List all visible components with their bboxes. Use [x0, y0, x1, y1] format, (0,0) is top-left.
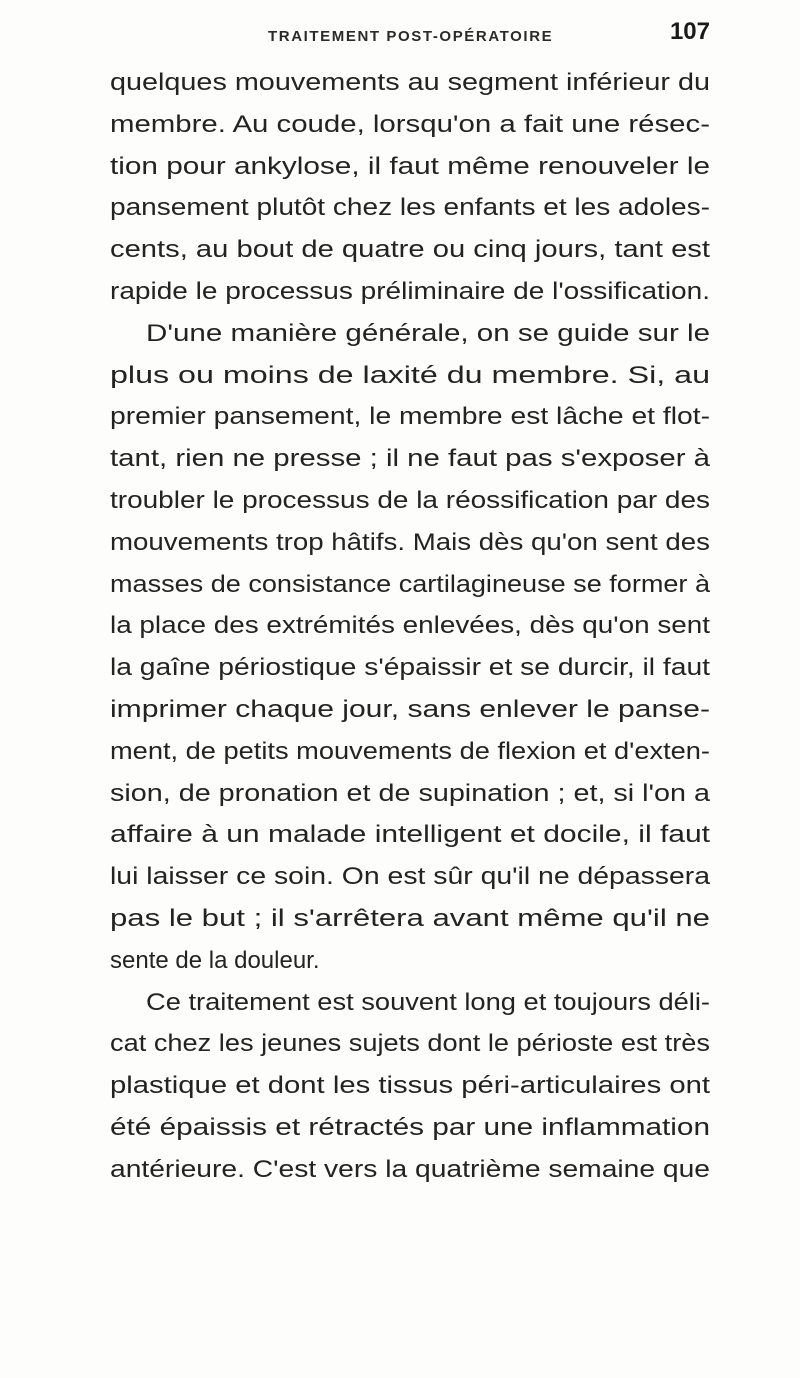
- text-line: membre. Au coude, lorsqu'on a fait une résec-: [110, 110, 710, 138]
- running-head: TRAITEMENT POST-OPÉRATOIRE: [268, 28, 554, 45]
- text-line: plastique et dont les tissus péri-articulaires ont: [110, 1072, 710, 1100]
- page-number: 107: [669, 18, 710, 45]
- text-line: imprimer chaque jour, sans enlever le panse-: [110, 695, 710, 723]
- text-line: tant, rien ne presse ; il ne faut pas s'exposer à: [110, 445, 710, 473]
- text-line: plus ou moins de laxité du membre. Si, au: [110, 361, 710, 389]
- text-line: pansement plutôt chez les enfants et les adoles-: [110, 194, 710, 222]
- text-line: lui laisser ce soin. On est sûr qu'il ne dépassera: [110, 863, 710, 891]
- text-line: mouvements trop hâtifs. Mais dès qu'on sent des: [110, 528, 710, 556]
- text-line: antérieure. C'est vers la quatrième semaine que: [110, 1155, 710, 1183]
- text-line: cents, au bout de quatre ou cinq jours, tant est: [110, 236, 710, 264]
- text-line: la place des extrémités enlevées, dès qu'on sent: [110, 612, 710, 640]
- text-line: affaire à un malade intelligent et docile, il faut: [110, 821, 710, 849]
- text-line: quelques mouvements au segment inférieur du: [110, 69, 710, 96]
- text-line: masses de consistance cartilagineuse se former à: [110, 570, 710, 598]
- text-line: troubler le processus de la réossification par des: [110, 486, 710, 514]
- body-text: [110, 62, 710, 1191]
- page-header: [230, 18, 710, 58]
- text-line: rapide le processus préliminaire de l'ossification.: [110, 277, 710, 305]
- text-line: premier pansement, le membre est lâche et flot-: [110, 403, 710, 431]
- text-line: sion, de pronation et de supination ; et, si l'on a: [110, 779, 710, 807]
- text-line: cat chez les jeunes sujets dont le périoste est très: [110, 1030, 710, 1058]
- text-line: Ce traitement est souvent long et toujours déli-: [146, 988, 710, 1016]
- text-line: ment, de petits mouvements de flexion et d'exten-: [110, 737, 710, 765]
- text-line: sente de la douleur.: [110, 946, 320, 974]
- text-line: D'une manière générale, on se guide sur le: [146, 319, 710, 347]
- text-line: pas le but ; il s'arrêtera avant même qu'il ne: [110, 904, 710, 932]
- text-line: été épaissis et rétractés par une inflammation: [110, 1113, 710, 1141]
- text-line: la gaîne périostique s'épaissir et se durcir, il faut: [110, 654, 710, 682]
- text-line: tion pour ankylose, il faut même renouveler le: [110, 152, 710, 180]
